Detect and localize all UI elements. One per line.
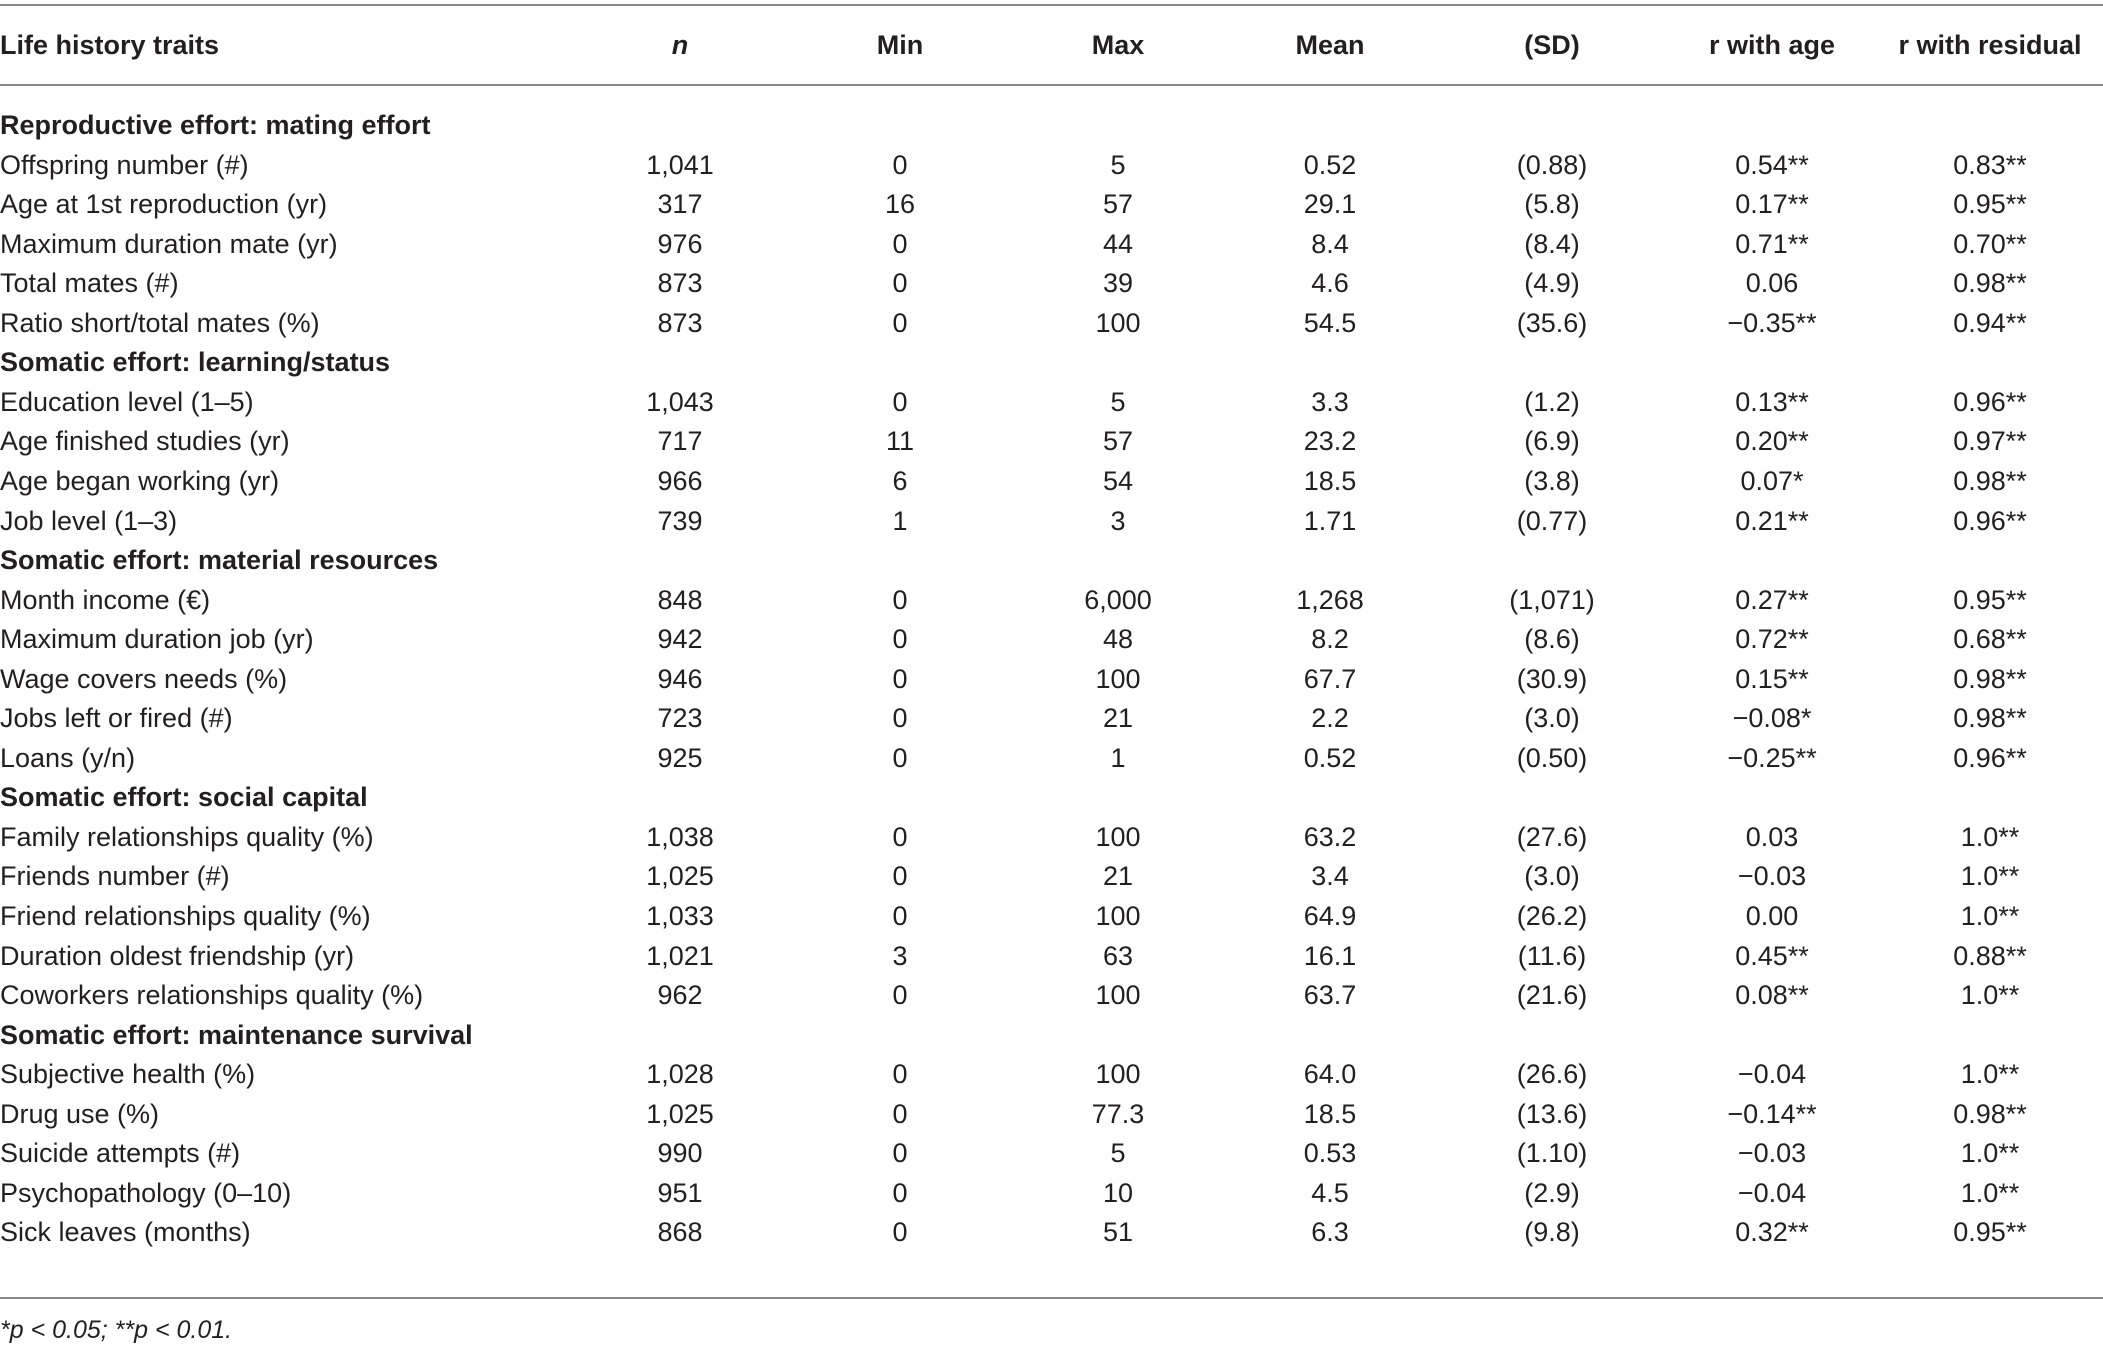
section-label: Somatic effort: material resources [0, 545, 439, 575]
cell-n: 1,033 [646, 901, 714, 931]
cell-trait: Age began working (yr) [0, 466, 280, 496]
cell-sd: (8.6) [1524, 624, 1580, 654]
cell-max: 1 [1110, 743, 1126, 773]
cell-min: 0 [892, 308, 908, 338]
cell-r-age: 0.00 [1745, 901, 1799, 931]
table-row [0, 303, 2103, 343]
section-label: Somatic effort: social capital [0, 782, 368, 812]
cell-mean: 1,268 [1296, 585, 1364, 615]
table-row [0, 698, 2103, 738]
cell-trait: Coworkers relationships quality (%) [0, 980, 424, 1010]
cell-min: 1 [892, 506, 908, 536]
cell-min: 0 [892, 861, 908, 891]
cell-trait: Total mates (#) [0, 268, 179, 298]
cell-n: 717 [657, 426, 703, 456]
cell-r-residual: 1.0** [1960, 980, 2020, 1010]
cell-r-residual: 0.95** [1953, 1217, 2027, 1247]
header-rule [0, 84, 2103, 86]
table-row [0, 580, 2103, 620]
cell-sd: (2.9) [1524, 1178, 1580, 1208]
cell-r-age: 0.15** [1735, 664, 1809, 694]
cell-r-residual: 0.98** [1953, 1099, 2027, 1129]
table-row [0, 738, 2103, 778]
cell-r-residual: 1.0** [1960, 1059, 2020, 1089]
table-row [0, 184, 2103, 224]
cell-min: 0 [892, 901, 908, 931]
cell-trait: Offspring number (#) [0, 150, 249, 180]
cell-min: 0 [892, 150, 908, 180]
cell-trait: Friend relationships quality (%) [0, 901, 371, 931]
cell-max: 77.3 [1091, 1099, 1145, 1129]
cell-trait: Friends number (#) [0, 861, 230, 891]
cell-min: 0 [892, 743, 908, 773]
table-row [0, 224, 2103, 264]
cell-min: 0 [892, 664, 908, 694]
cell-sd: (1.10) [1516, 1138, 1588, 1168]
cell-r-age: 0.17** [1735, 189, 1809, 219]
cell-r-residual: 0.96** [1953, 506, 2027, 536]
cell-trait: Maximum duration mate (yr) [0, 229, 338, 259]
cell-r-age: 0.54** [1735, 150, 1809, 180]
cell-trait: Suicide attempts (#) [0, 1138, 241, 1168]
cell-n: 873 [657, 308, 703, 338]
cell-mean: 4.5 [1311, 1178, 1349, 1208]
cell-r-age: −0.08* [1732, 703, 1812, 733]
cell-sd: (21.6) [1516, 980, 1588, 1010]
cell-r-age: 0.72** [1735, 624, 1809, 654]
cell-max: 5 [1110, 1138, 1126, 1168]
cell-n: 1,028 [646, 1059, 714, 1089]
cell-mean: 0.52 [1303, 150, 1357, 180]
cell-trait: Education level (1–5) [0, 387, 254, 417]
cell-n: 1,038 [646, 822, 714, 852]
cell-trait: Loans (y/n) [0, 743, 136, 773]
cell-n: 1,043 [646, 387, 714, 417]
cell-max: 5 [1110, 387, 1126, 417]
cell-max: 100 [1095, 980, 1141, 1010]
cell-n: 1,025 [646, 861, 714, 891]
table-row [0, 1133, 2103, 1173]
cell-r-age: 0.03 [1745, 822, 1799, 852]
cell-min: 6 [892, 466, 908, 496]
cell-r-residual: 1.0** [1960, 822, 2020, 852]
section-label: Somatic effort: maintenance survival [0, 1020, 473, 1050]
cell-mean: 67.7 [1303, 664, 1357, 694]
table-row [0, 659, 2103, 699]
cell-n: 1,025 [646, 1099, 714, 1129]
bottom-rule [0, 1297, 2103, 1299]
cell-r-age: −0.35** [1727, 308, 1817, 338]
cell-r-residual: 0.88** [1953, 941, 2027, 971]
cell-max: 100 [1095, 1059, 1141, 1089]
cell-min: 0 [892, 1059, 908, 1089]
cell-sd: (13.6) [1516, 1099, 1588, 1129]
cell-min: 11 [885, 426, 915, 456]
cell-r-age: 0.13** [1735, 387, 1809, 417]
header-cell-r-residual: r with residual [1898, 30, 2082, 60]
cell-max: 39 [1102, 268, 1134, 298]
section-label: Reproductive effort: mating effort [0, 110, 431, 140]
header-cell-trait: Life history traits [0, 30, 220, 60]
cell-trait: Age at 1st reproduction (yr) [0, 189, 328, 219]
section-label: Somatic effort: learning/status [0, 347, 391, 377]
cell-trait: Subjective health (%) [0, 1059, 256, 1089]
cell-mean: 4.6 [1311, 268, 1349, 298]
section-row [0, 777, 2103, 817]
cell-n: 946 [657, 664, 703, 694]
cell-mean: 3.4 [1311, 861, 1349, 891]
cell-trait: Ratio short/total mates (%) [0, 308, 320, 338]
cell-r-residual: 0.70** [1953, 229, 2027, 259]
section-row [0, 1015, 2103, 1055]
cell-sd: (27.6) [1516, 822, 1588, 852]
cell-sd: (26.2) [1516, 901, 1588, 931]
header-cell-max: Max [1091, 30, 1145, 60]
cell-mean: 2.2 [1311, 703, 1349, 733]
cell-sd: (3.8) [1524, 466, 1580, 496]
cell-r-age: 0.21** [1735, 506, 1809, 536]
cell-trait: Job level (1–3) [0, 506, 178, 536]
cell-mean: 8.4 [1311, 229, 1349, 259]
cell-n: 962 [657, 980, 703, 1010]
cell-sd: (0.77) [1516, 506, 1588, 536]
cell-max: 21 [1102, 861, 1134, 891]
cell-r-residual: 0.95** [1953, 189, 2027, 219]
cell-min: 0 [892, 1217, 908, 1247]
table-row [0, 896, 2103, 936]
cell-n: 1,041 [646, 150, 714, 180]
cell-max: 10 [1102, 1178, 1134, 1208]
cell-min: 0 [892, 1138, 908, 1168]
cell-min: 0 [892, 585, 908, 615]
cell-mean: 6.3 [1311, 1217, 1349, 1247]
cell-sd: (0.88) [1516, 150, 1588, 180]
cell-max: 57 [1102, 189, 1134, 219]
header-cell-r-age: r with age [1708, 30, 1836, 60]
cell-r-residual: 0.95** [1953, 585, 2027, 615]
cell-r-age: −0.03 [1737, 1138, 1807, 1168]
table-row [0, 1212, 2103, 1252]
cell-max: 5 [1110, 150, 1126, 180]
cell-max: 54 [1102, 466, 1134, 496]
table-row [0, 856, 2103, 896]
cell-r-age: −0.25** [1727, 743, 1817, 773]
cell-max: 44 [1102, 229, 1134, 259]
cell-trait: Duration oldest friendship (yr) [0, 941, 355, 971]
cell-r-residual: 0.68** [1953, 624, 2027, 654]
table-row [0, 382, 2103, 422]
cell-min: 0 [892, 387, 908, 417]
cell-sd: (1.2) [1524, 387, 1580, 417]
table-footnote: *p < 0.05; **p < 0.01. [0, 1316, 233, 1344]
cell-r-age: 0.06 [1745, 268, 1799, 298]
cell-r-residual: 0.98** [1953, 466, 2027, 496]
cell-mean: 18.5 [1303, 1099, 1357, 1129]
cell-mean: 64.0 [1303, 1059, 1357, 1089]
table-row [0, 421, 2103, 461]
cell-r-residual: 0.83** [1953, 150, 2027, 180]
cell-sd: (5.8) [1524, 189, 1580, 219]
cell-sd: (11.6) [1517, 941, 1587, 971]
cell-r-residual: 0.98** [1953, 703, 2027, 733]
cell-max: 51 [1102, 1217, 1134, 1247]
cell-mean: 8.2 [1311, 624, 1349, 654]
cell-r-residual: 0.97** [1953, 426, 2027, 456]
cell-sd: (3.0) [1524, 861, 1580, 891]
cell-r-residual: 1.0** [1960, 1138, 2020, 1168]
cell-n: 739 [657, 506, 703, 536]
cell-r-age: −0.14** [1727, 1099, 1817, 1129]
cell-sd: (8.4) [1524, 229, 1580, 259]
cell-sd: (6.9) [1524, 426, 1580, 456]
cell-max: 100 [1095, 822, 1141, 852]
cell-min: 3 [892, 941, 908, 971]
cell-r-age: 0.27** [1735, 585, 1809, 615]
cell-max: 3 [1110, 506, 1126, 536]
cell-max: 100 [1095, 901, 1141, 931]
cell-max: 100 [1095, 308, 1141, 338]
cell-mean: 0.52 [1303, 743, 1357, 773]
cell-n: 942 [657, 624, 703, 654]
cell-mean: 23.2 [1303, 426, 1357, 456]
header-cell-sd: (SD) [1524, 30, 1580, 60]
table-row [0, 1094, 2103, 1134]
cell-min: 0 [892, 1099, 908, 1129]
cell-trait: Family relationships quality (%) [0, 822, 374, 852]
cell-min: 0 [892, 229, 908, 259]
cell-mean: 0.53 [1303, 1138, 1357, 1168]
cell-r-age: 0.07* [1740, 466, 1804, 496]
cell-sd: (1,071) [1509, 585, 1595, 615]
cell-n: 848 [657, 585, 703, 615]
cell-n: 873 [657, 268, 703, 298]
cell-sd: (30.9) [1516, 664, 1588, 694]
cell-max: 100 [1095, 664, 1141, 694]
cell-r-residual: 0.98** [1953, 664, 2027, 694]
table-row [0, 817, 2103, 857]
cell-trait: Month income (€) [0, 585, 211, 615]
table-row [0, 1173, 2103, 1213]
cell-r-age: 0.32** [1735, 1217, 1809, 1247]
cell-min: 16 [884, 189, 916, 219]
cell-n: 1,021 [646, 941, 714, 971]
section-row [0, 540, 2103, 580]
cell-n: 951 [657, 1178, 703, 1208]
table-row [0, 145, 2103, 185]
cell-min: 0 [892, 1178, 908, 1208]
cell-mean: 54.5 [1303, 308, 1357, 338]
cell-r-age: 0.45** [1735, 941, 1809, 971]
cell-max: 21 [1102, 703, 1134, 733]
header-row [0, 25, 2103, 65]
cell-r-age: −0.04 [1737, 1059, 1807, 1089]
cell-r-residual: 1.0** [1960, 901, 2020, 931]
cell-n: 976 [657, 229, 703, 259]
cell-n: 990 [657, 1138, 703, 1168]
cell-trait: Maximum duration job (yr) [0, 624, 314, 654]
cell-sd: (9.8) [1524, 1217, 1580, 1247]
cell-mean: 1.71 [1303, 506, 1357, 536]
cell-n: 925 [657, 743, 703, 773]
cell-min: 0 [892, 624, 908, 654]
cell-r-residual: 0.98** [1953, 268, 2027, 298]
cell-mean: 18.5 [1303, 466, 1357, 496]
cell-trait: Sick leaves (months) [0, 1217, 251, 1247]
cell-n: 966 [657, 466, 703, 496]
cell-n: 317 [657, 189, 703, 219]
cell-r-residual: 0.96** [1953, 743, 2027, 773]
cell-r-residual: 1.0** [1960, 861, 2020, 891]
header-cell-min: Min [876, 30, 924, 60]
top-rule [0, 4, 2103, 6]
cell-min: 0 [892, 980, 908, 1010]
cell-r-age: 0.08** [1735, 980, 1809, 1010]
cell-r-residual: 1.0** [1960, 1178, 2020, 1208]
cell-max: 57 [1102, 426, 1134, 456]
cell-r-age: 0.20** [1735, 426, 1809, 456]
cell-r-age: −0.03 [1737, 861, 1807, 891]
cell-sd: (4.9) [1524, 268, 1580, 298]
cell-trait: Wage covers needs (%) [0, 664, 288, 694]
cell-max: 6,000 [1084, 585, 1152, 615]
section-row [0, 105, 2103, 145]
cell-sd: (3.0) [1524, 703, 1580, 733]
cell-mean: 63.7 [1303, 980, 1357, 1010]
cell-sd: (0.50) [1516, 743, 1588, 773]
cell-r-residual: 0.94** [1953, 308, 2027, 338]
cell-trait: Age finished studies (yr) [0, 426, 290, 456]
table-row [0, 619, 2103, 659]
cell-n: 868 [657, 1217, 703, 1247]
cell-n: 723 [657, 703, 703, 733]
table-row [0, 263, 2103, 303]
cell-sd: (35.6) [1516, 308, 1588, 338]
cell-mean: 63.2 [1303, 822, 1357, 852]
cell-max: 48 [1102, 624, 1134, 654]
cell-min: 0 [892, 703, 908, 733]
cell-min: 0 [892, 822, 908, 852]
header-cell-n: n [671, 30, 689, 60]
cell-trait: Psychopathology (0–10) [0, 1178, 292, 1208]
table-row [0, 936, 2103, 976]
cell-max: 63 [1102, 941, 1134, 971]
cell-mean: 29.1 [1303, 189, 1357, 219]
cell-min: 0 [892, 268, 908, 298]
cell-r-residual: 0.96** [1953, 387, 2027, 417]
header-cell-mean: Mean [1295, 30, 1365, 60]
cell-mean: 64.9 [1303, 901, 1357, 931]
cell-trait: Drug use (%) [0, 1099, 160, 1129]
table-row [0, 975, 2103, 1015]
table-row [0, 461, 2103, 501]
cell-mean: 16.1 [1303, 941, 1357, 971]
section-row [0, 342, 2103, 382]
table-row [0, 1054, 2103, 1094]
cell-sd: (26.6) [1516, 1059, 1588, 1089]
cell-r-age: −0.04 [1737, 1178, 1807, 1208]
cell-r-age: 0.71** [1735, 229, 1809, 259]
cell-mean: 3.3 [1311, 387, 1349, 417]
cell-trait: Jobs left or fired (#) [0, 703, 233, 733]
table-row [0, 501, 2103, 541]
